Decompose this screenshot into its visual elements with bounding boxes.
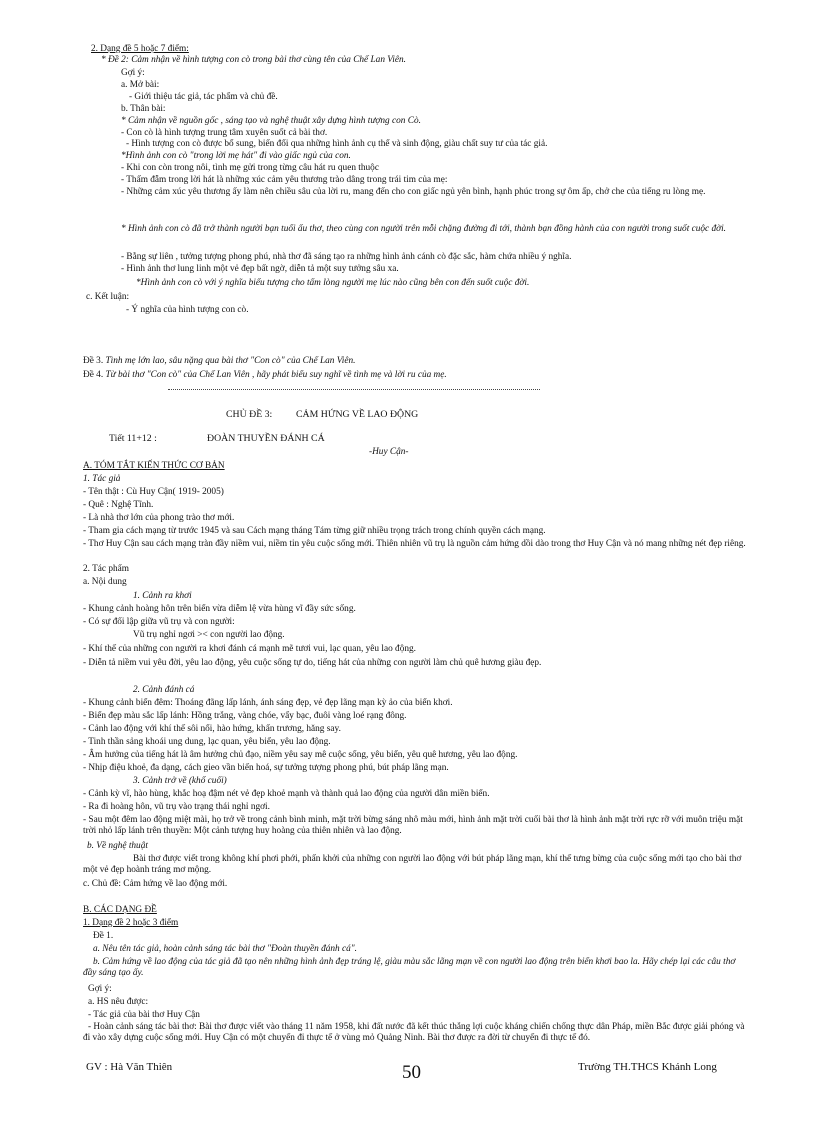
lesson-author: -Huy Cận- xyxy=(369,447,409,457)
art-paragraph: Bài thơ được viết trong không khí phơi phới, phấn khởi của những con người lao động với bút pháp lãng mạn, khí thế tưng bừng của cuộc sống mới tạo cho bài thơ một vẻ đẹp hoành tráng mơ mộng. xyxy=(83,854,742,876)
body-paragraph: * Hình ảnh con cò đã trở thành người bạn tuổi ấu thơ, theo cùng con người trên mỗi chặng đường đi tới, thành bạn đồng hành của con người trong suốt cuộc đời. xyxy=(121,224,727,234)
content-heading: a. Nội dung xyxy=(83,577,127,587)
lesson-title: ĐOÀN THUYỀN ĐÁNH CÁ xyxy=(207,433,325,444)
answer-paragraph: - Hoàn cảnh sáng tác bài thơ: Bài thơ được viết vào tháng 11 năm 1958, khi đất nước đã kết thúc thắng lợi cuộc kháng chiến chống thực dân Pháp, miền Bắc được giải phóng và đi vào xây dựng cuộc sống mới. Huy Cận có một chuyến đi thực tế ở vùng mỏ Quảng Ninh. Bài thơ được ra đời từ chuyến đi thực tế đó. xyxy=(83,1022,745,1044)
body-paragraph: - Những cảm xúc yêu thương ấy làm nên chiều sâu của lời ru, mang đến cho con giấc ngủ yên bình, hạnh phúc trong sự ôm ấp, chở che của tiếng ru lòng mẹ. xyxy=(121,187,706,197)
topic-de4-label: Đề 4. xyxy=(83,370,104,380)
part2-line: - Âm hưởng của tiếng hát là âm hưởng chủ đạo, niềm yêu say mê cuộc sống, yêu biển, yêu quê hương, yêu lao động. xyxy=(83,750,518,760)
part1-line: - Diễn tả niềm vui yêu đời, yêu lao động, yêu cuộc sống tự do, tiếng hát của những con người làm chủ quê hương giàu đẹp. xyxy=(83,658,542,668)
work-heading: 2. Tác phẩm xyxy=(83,564,130,574)
body-line: - Bằng sự liên , tưởng tượng phong phú, nhà thơ đã sáng tạo ra những hình ảnh cánh cò đặc sắc, hàm chứa nhiều ý nghĩa. xyxy=(121,252,572,262)
question-b: b. Cảm hứng về lao động của tác giả đã tạo nên những hình ảnh đẹp tráng lệ, giàu màu sắc lãng mạn về con người lao động trên biển khơi bao la. Hãy chép lại các câu thơ đầy sáng tạo ấy. xyxy=(83,957,736,979)
author-heading: 1. Tác giả xyxy=(83,474,121,484)
part1-line: - Khung cảnh hoàng hôn trên biển vừa diễm lệ vừa hùng vĩ đầy sức sống. xyxy=(83,604,356,614)
page-number: 50 xyxy=(402,1062,421,1083)
part2-line: - Nhịp điệu khoẻ, đa dạng, cách gieo vần biến hoá, sự tưởng tượng phong phú, bút pháp lãng mạn. xyxy=(83,763,449,773)
body-heading: b. Thân bài: xyxy=(121,104,166,114)
part1-line: - Khí thế của những con người ra khơi đánh cá mạnh mẽ tươi vui, lạc quan, yêu lao động. xyxy=(83,644,416,654)
body-line: - Khi con còn trong nôi, tình mẹ gửi trong từng câu hát ru quen thuộc xyxy=(121,163,379,173)
hint-label: Gợi ý: xyxy=(88,984,112,994)
topic-de3 xyxy=(83,356,355,367)
dotted-separator xyxy=(168,389,540,390)
footer-teacher: GV : Hà Văn Thiên xyxy=(86,1061,173,1073)
body-point: *Hình ảnh con cò với ý nghĩa biểu tượng cho tấm lòng người mẹ lúc nào cũng bên con đến suốt cuộc đời. xyxy=(136,278,530,288)
answer-line: - Tác giả của bài thơ Huy Cận xyxy=(88,1010,200,1020)
part1-title: 1. Cảnh ra khơi xyxy=(133,591,192,601)
author-line: - Tên thật : Cù Huy Cận( 1919- 2005) xyxy=(83,487,224,497)
part3-line: - Cảnh kỳ vĩ, hào hùng, khắc hoạ đậm nét vẻ đẹp khoẻ mạnh và thành quả lao động của người dân miền biển. xyxy=(83,789,490,799)
answer-heading: a. HS nêu được: xyxy=(88,997,149,1007)
intro-heading: a. Mở bài: xyxy=(121,80,160,90)
body-point: * Cảm nhận về nguồn gốc , sáng tạo và nghệ thuật xây dựng hình tượng con Cò. xyxy=(121,116,421,126)
body-line: - Thấm đẫm trong lời hát là những xúc cảm yêu thương trào dâng trong trái tim của mẹ: xyxy=(121,175,448,185)
section-b-heading: B. CÁC DẠNG ĐỀ xyxy=(83,905,157,915)
topic-de3-label: Đề 3. xyxy=(83,356,104,366)
body-line: - Hình tượng con cò được bổ sung, biến đổi qua những hình ảnh cụ thể và sinh động, giàu chất suy tư của tác giả. xyxy=(126,139,548,149)
part2-line: - Cảnh lao động với khí thế sôi nổi, hào hứng, khẩn trương, hăng say. xyxy=(83,724,341,734)
question-label: Đề 1. xyxy=(93,931,114,941)
part2-line: - Khung cảnh biển đêm: Thoáng đãng lấp lánh, ánh sáng đẹp, vẻ đẹp lãng mạn kỳ ảo của biển khơi. xyxy=(83,698,453,708)
author-line: - Quê : Nghệ Tĩnh. xyxy=(83,500,154,510)
hint-label: Gợi ý: xyxy=(121,68,145,78)
section-a-heading: A. TÓM TẮT KIẾN THỨC CƠ BẢN xyxy=(83,461,225,471)
conclusion-line: - Ý nghĩa của hình tượng con cò. xyxy=(126,305,249,315)
body-line: - Con cò là hình tượng trung tâm xuyên suốt cả bài thơ. xyxy=(121,128,328,138)
author-paragraph: - Thơ Huy Cận sau cách mạng tràn đầy niềm vui, niềm tin yêu cuộc sống mới. Thiên nhiên vũ trụ là nguồn cảm hứng dồi dào trong thơ Huy Cận và nó mang những nét đẹp riêng. xyxy=(83,539,746,549)
body-point: *Hình ảnh con cò "trong lời mẹ hát" đi vào giấc ngủ của con. xyxy=(121,151,351,161)
intro-line: - Giới thiệu tác giả, tác phẩm và chủ đề. xyxy=(129,92,278,102)
part2-title: 2. Cảnh đánh cá xyxy=(133,685,195,695)
chapter-name: CẢM HỨNG VỀ LAO ĐỘNG xyxy=(296,409,419,420)
part3-title: 3. Cảnh trở về (khổ cuối) xyxy=(133,776,227,786)
topic-de4-text: Từ bài thơ "Con cò" của Chế Lan Viên , hãy phát biểu suy nghĩ về tình mẹ và lời ru của mẹ. xyxy=(105,370,447,380)
part2-line: - Tinh thần sảng khoái ung dung, lạc quan, yêu biển, yêu lao động. xyxy=(83,737,331,747)
theme-line: c. Chủ đề: Cảm hứng về lao động mới. xyxy=(83,879,228,889)
topic-de3-text: Tình mẹ lớn lao, sâu nặng qua bài thơ "Con cò" của Chế Lan Viên. xyxy=(105,356,356,366)
lesson-label: Tiết 11+12 : xyxy=(109,433,157,444)
conclusion-heading: c. Kết luận: xyxy=(86,292,130,302)
topic-de4 xyxy=(83,370,447,381)
topic-de2: * Đề 2: Cảm nhận về hình tượng con cò trong bài thơ cùng tên của Chế Lan Viên. xyxy=(101,55,406,65)
section-heading: 2. Dạng đề 5 hoặc 7 điểm: xyxy=(91,44,189,54)
part1-line: - Có sự đối lập giữa vũ trụ và con người: xyxy=(83,617,235,627)
part3-paragraph: - Sau một đêm lao động miệt mài, họ trở về trong cảnh bình minh, mặt trời bừng sáng nhô màu mới, hình ảnh mặt trời cuối bài thơ là hình ảnh mặt trời rực rỡ với muôn triệu mặt trời nhỏ lấp lánh trên thuyền: Một cảnh tượng huy hoàng của thiên nhiên và lao động. xyxy=(83,815,743,837)
chapter-label: CHỦ ĐỀ 3: xyxy=(226,409,273,420)
part1-line: Vũ trụ nghỉ ngơi >< con người lao động. xyxy=(133,630,285,640)
author-line: - Tham gia cách mạng từ trước 1945 và sau Cách mạng tháng Tám từng giữ nhiều trọng trách trong chính quyền cách mạng. xyxy=(83,526,546,536)
part2-line: - Biển đẹp màu sắc lấp lánh: Hồng trắng, vàng chóe, vẩy bạc, đuôi vàng loé rạng đông. xyxy=(83,711,407,721)
section-b-sub: 1. Dạng đề 2 hoặc 3 điểm xyxy=(83,918,179,928)
body-line: - Hình ảnh thơ lung linh một vẻ đẹp bất ngờ, diễn tả một suy tưởng sâu xa. xyxy=(121,264,399,274)
part3-line: - Ra đi hoàng hôn, vũ trụ vào trạng thái nghỉ ngơi. xyxy=(83,802,270,812)
author-line: - Là nhà thơ lớn của phong trào thơ mới. xyxy=(83,513,235,523)
art-heading: b. Về nghệ thuật xyxy=(87,841,148,851)
footer-school: Trường TH.THCS Khánh Long xyxy=(578,1061,717,1073)
question-a: a. Nêu tên tác giả, hoàn cảnh sáng tác bài thơ "Đoàn thuyền đánh cá". xyxy=(93,944,358,954)
